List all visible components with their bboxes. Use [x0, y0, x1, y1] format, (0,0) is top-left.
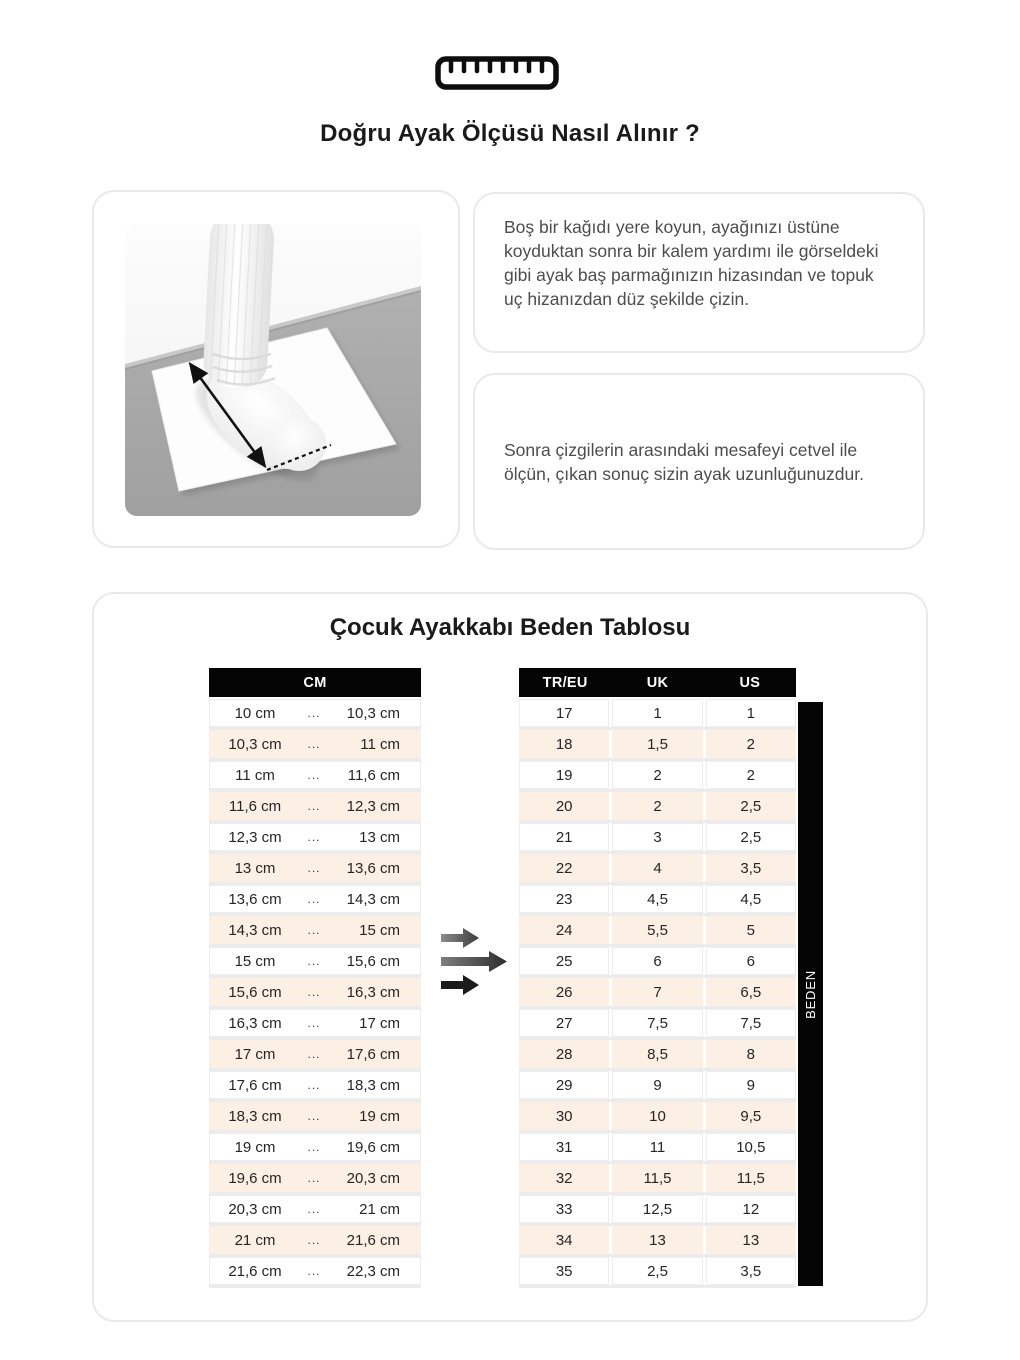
size-header-treu: TR/EU — [542, 674, 588, 691]
size-table-row — [519, 699, 796, 730]
cm-from: 17,6 cm — [228, 1076, 282, 1094]
range-dots: ... — [307, 1233, 321, 1247]
cm-from: 12,3 cm — [228, 828, 282, 846]
size-cell: 7,5 — [612, 1009, 702, 1037]
size-cell: 1 — [612, 699, 702, 727]
size-table-row — [519, 823, 796, 854]
cm-table-row — [209, 854, 421, 885]
cm-table-row — [209, 947, 421, 978]
cm-from: 20,3 cm — [228, 1200, 282, 1218]
size-cell: 17 — [519, 699, 609, 727]
size-cell: 3,5 — [706, 1257, 796, 1285]
cm-table-row — [209, 1133, 421, 1164]
size-table-row — [519, 854, 796, 885]
size-cell: 2 — [706, 761, 796, 789]
range-dots: ... — [307, 923, 321, 937]
cm-table-header — [209, 668, 421, 697]
cm-from: 15 cm — [234, 952, 276, 970]
cm-table-row — [209, 761, 421, 792]
size-guide-title: Çocuk Ayakkabı Beden Tablosu — [329, 614, 691, 641]
cm-from: 21,6 cm — [228, 1262, 282, 1280]
instruction-step-2: Sonra çizgilerin arasındaki mesafeyi cetvel ile ölçün, çıkan sonuç sizin ayak uzunluğunuzdur. — [504, 439, 864, 484]
size-cell: 3,5 — [706, 854, 796, 882]
cm-to: 15 cm — [359, 921, 400, 939]
size-header-us: US — [739, 674, 761, 691]
cm-to: 11,6 cm — [347, 766, 400, 784]
range-dots: ... — [307, 799, 321, 813]
size-cell: 24 — [519, 916, 609, 944]
size-table-row — [519, 1257, 796, 1288]
size-cell: 34 — [519, 1226, 609, 1254]
cm-table-row — [209, 699, 421, 730]
size-cell: 7,5 — [706, 1009, 796, 1037]
size-cell: 2,5 — [612, 1257, 702, 1285]
size-cell: 26 — [519, 978, 609, 1006]
size-cell: 6 — [612, 947, 702, 975]
size-table-row — [519, 947, 796, 978]
range-dots: ... — [307, 737, 321, 751]
size-table-header — [519, 668, 796, 697]
size-cell: 6,5 — [706, 978, 796, 1006]
range-dots: ... — [307, 892, 321, 906]
range-dots: ... — [307, 1140, 321, 1154]
cm-to: 16,3 cm — [346, 983, 400, 1001]
size-cell: 8 — [706, 1040, 796, 1068]
measurement-photo-card — [92, 190, 460, 548]
size-cell: 9 — [612, 1071, 702, 1099]
size-cell: 9 — [706, 1071, 796, 1099]
range-dots: ... — [307, 985, 321, 999]
cm-header-label: CM — [303, 674, 327, 691]
cm-to: 22,3 cm — [346, 1262, 400, 1280]
size-table-row — [519, 1133, 796, 1164]
cm-from: 15,6 cm — [228, 983, 282, 1001]
size-cell: 4 — [612, 854, 702, 882]
size-cell: 3 — [612, 823, 702, 851]
cm-from: 18,3 cm — [228, 1107, 282, 1125]
size-cell: 22 — [519, 854, 609, 882]
size-table-row — [519, 1009, 796, 1040]
cm-to: 20,3 cm — [346, 1169, 400, 1187]
cm-table-row — [209, 1195, 421, 1226]
range-dots: ... — [307, 954, 321, 968]
size-cell: 27 — [519, 1009, 609, 1037]
cm-table-row — [209, 1009, 421, 1040]
cm-table-row — [209, 823, 421, 854]
size-cell: 11 — [612, 1133, 702, 1161]
size-cell: 1 — [706, 699, 796, 727]
cm-to: 19 cm — [359, 1107, 400, 1125]
cm-table-row — [209, 730, 421, 761]
range-dots: ... — [307, 861, 321, 875]
range-dots: ... — [307, 1109, 321, 1123]
cm-from: 17 cm — [234, 1045, 276, 1063]
cm-to: 21,6 cm — [346, 1231, 400, 1249]
range-dots: ... — [307, 1078, 321, 1092]
cm-from: 11,6 cm — [228, 797, 282, 815]
size-cell: 25 — [519, 947, 609, 975]
size-cell: 10,5 — [706, 1133, 796, 1161]
size-cell: 2,5 — [706, 792, 796, 820]
range-dots: ... — [307, 1016, 321, 1030]
size-table — [519, 668, 796, 1288]
size-cell: 2 — [612, 792, 702, 820]
transfer-arrows-icon — [439, 927, 509, 995]
page-title: Doğru Ayak Ölçüsü Nasıl Alınır ? — [320, 120, 700, 147]
size-table-row — [519, 792, 796, 823]
size-table-row — [519, 1040, 796, 1071]
cm-from: 19 cm — [234, 1138, 276, 1156]
size-cell: 19 — [519, 761, 609, 789]
size-cell: 12 — [706, 1195, 796, 1223]
size-cell: 4,5 — [706, 885, 796, 913]
size-table-row — [519, 978, 796, 1009]
size-cell: 11,5 — [706, 1164, 796, 1192]
cm-from: 13 cm — [234, 859, 276, 877]
size-cell: 13 — [706, 1226, 796, 1254]
size-header-uk: UK — [646, 674, 669, 691]
size-table-row — [519, 1164, 796, 1195]
cm-table-row — [209, 885, 421, 916]
cm-table-row — [209, 1164, 421, 1195]
size-table-row — [519, 730, 796, 761]
cm-table-row — [209, 1257, 421, 1288]
size-cell: 4,5 — [612, 885, 702, 913]
size-cell: 5 — [706, 916, 796, 944]
size-cell: 35 — [519, 1257, 609, 1285]
size-table-row — [519, 1226, 796, 1257]
size-cell: 12,5 — [612, 1195, 702, 1223]
range-dots: ... — [307, 1047, 321, 1061]
cm-table-row — [209, 1040, 421, 1071]
size-cell: 7 — [612, 978, 702, 1006]
cm-to: 13,6 cm — [346, 859, 400, 877]
size-table-row — [519, 885, 796, 916]
size-cell: 8,5 — [612, 1040, 702, 1068]
size-cell: 2 — [612, 761, 702, 789]
cm-to: 17 cm — [359, 1014, 400, 1032]
size-table-row — [519, 1071, 796, 1102]
cm-table-row — [209, 1226, 421, 1257]
size-cell: 29 — [519, 1071, 609, 1099]
instruction-step-1: Boş bir kağıdı yere koyun, ayağınızı üstüne koyduktan sonra bir kalem yardımı ile görseldeki gibi ayak baş parmağınızın hizasından ve topuk uç hizanızdan düz şekilde çizin. — [504, 217, 879, 309]
cm-from: 13,6 cm — [228, 890, 282, 908]
cm-to: 10,3 cm — [346, 704, 400, 722]
size-cell: 1,5 — [612, 730, 702, 758]
cm-table-row — [209, 1102, 421, 1133]
size-table-row — [519, 761, 796, 792]
size-cell: 32 — [519, 1164, 609, 1192]
cm-from: 11 cm — [235, 766, 275, 784]
cm-to: 13 cm — [359, 828, 400, 846]
cm-table-row — [209, 792, 421, 823]
cm-to: 14,3 cm — [346, 890, 400, 908]
size-guide-card — [92, 592, 928, 1322]
cm-to: 17,6 cm — [346, 1045, 400, 1063]
cm-from: 21 cm — [234, 1231, 276, 1249]
beden-side-bar — [798, 702, 823, 1286]
cm-to: 12,3 cm — [346, 797, 400, 815]
size-cell: 10 — [612, 1102, 702, 1130]
cm-table-rows — [209, 699, 421, 1288]
size-cell: 11,5 — [612, 1164, 702, 1192]
range-dots: ... — [307, 1264, 321, 1278]
size-cell: 5,5 — [612, 916, 702, 944]
cm-table-row — [209, 978, 421, 1009]
size-cell: 20 — [519, 792, 609, 820]
cm-from: 14,3 cm — [228, 921, 282, 939]
size-table-row — [519, 1195, 796, 1226]
size-cell: 28 — [519, 1040, 609, 1068]
size-cell: 21 — [519, 823, 609, 851]
size-cell: 33 — [519, 1195, 609, 1223]
beden-side-label: BEDEN — [803, 969, 819, 1019]
foot-measurement-photo — [125, 224, 421, 516]
range-dots: ... — [307, 706, 321, 720]
cm-from: 10 cm — [234, 704, 276, 722]
size-cell: 9,5 — [706, 1102, 796, 1130]
size-cell: 6 — [706, 947, 796, 975]
size-table-rows — [519, 699, 796, 1288]
size-cell: 31 — [519, 1133, 609, 1161]
cm-to: 21 cm — [359, 1200, 400, 1218]
range-dots: ... — [307, 1202, 321, 1216]
size-cell: 18 — [519, 730, 609, 758]
cm-table-row — [209, 916, 421, 947]
size-cell: 13 — [612, 1226, 702, 1254]
cm-to: 15,6 cm — [346, 952, 400, 970]
cm-to: 19,6 cm — [346, 1138, 400, 1156]
cm-from: 10,3 cm — [228, 735, 282, 753]
range-dots: ... — [307, 1171, 321, 1185]
range-dots: ... — [307, 830, 321, 844]
size-cell: 2 — [706, 730, 796, 758]
cm-from: 16,3 cm — [228, 1014, 282, 1032]
cm-to: 11 cm — [360, 735, 400, 753]
range-dots: ... — [307, 768, 321, 782]
size-cell: 30 — [519, 1102, 609, 1130]
cm-table-row — [209, 1071, 421, 1102]
size-cell: 2,5 — [706, 823, 796, 851]
cm-table — [209, 668, 421, 1288]
size-table-row — [519, 916, 796, 947]
ruler-icon — [435, 56, 559, 90]
size-table-row — [519, 1102, 796, 1133]
cm-from: 19,6 cm — [228, 1169, 282, 1187]
size-cell: 23 — [519, 885, 609, 913]
cm-to: 18,3 cm — [346, 1076, 400, 1094]
instruction-card-2 — [473, 373, 925, 550]
instruction-card-1 — [473, 192, 925, 353]
